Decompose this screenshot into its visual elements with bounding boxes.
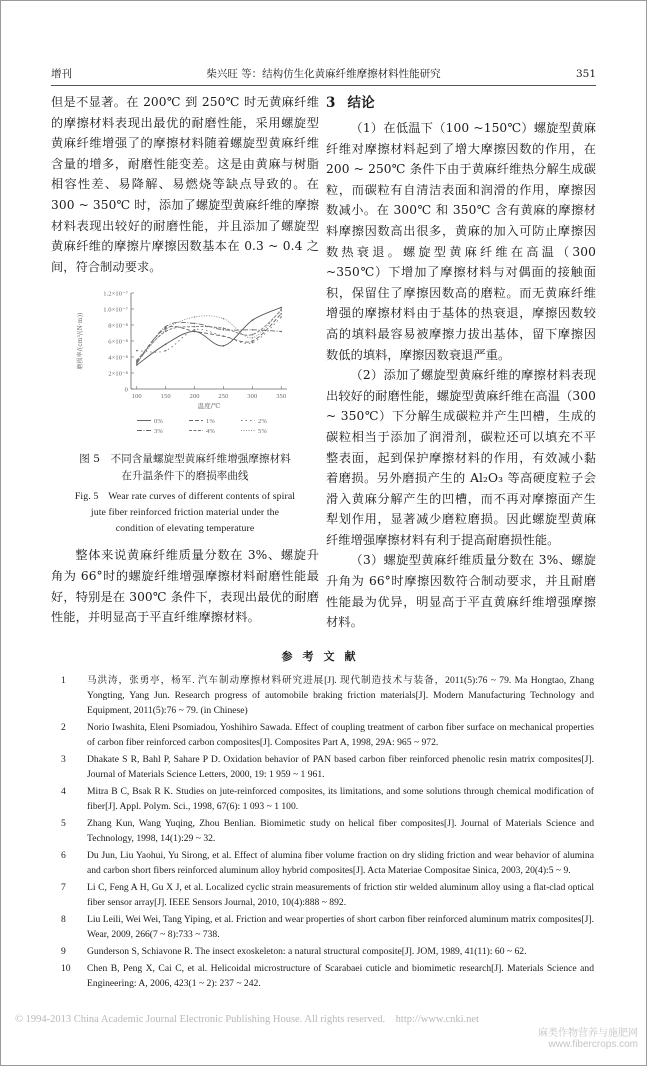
y-tick-label: 2×10⁻⁸ bbox=[108, 370, 128, 378]
data-point bbox=[136, 362, 138, 364]
legend-label: 1% bbox=[206, 418, 215, 426]
reference-item bbox=[61, 848, 594, 878]
data-point bbox=[252, 334, 254, 336]
footer-area bbox=[15, 1013, 638, 1050]
data-point bbox=[194, 331, 196, 333]
left-column bbox=[51, 92, 319, 633]
reference-number: 2 bbox=[61, 721, 66, 733]
data-point bbox=[165, 329, 167, 331]
data-point bbox=[223, 345, 225, 347]
reference-item bbox=[61, 944, 594, 959]
reference-text: Chen B, Peng X, Cai C, et al. Helicoidal microstructure of Scarabaei cuticle and biomimetic research[J]. Materials Science and Engineering: A, 2006, 423(1 ~ 2): 237 ~ 242. bbox=[87, 962, 594, 989]
reference-number: 8 bbox=[61, 913, 66, 925]
data-point bbox=[194, 329, 196, 331]
references-list bbox=[51, 673, 596, 991]
reference-text: Mitra B C, Bsak R K. Studies on jute-reinforced composites, its limitations, and some solutions through chemical modification of fiber[J]. Appl. Polym. Sci., 1998, 67(6): 1 093 ~ 1 100. bbox=[87, 785, 594, 812]
data-point bbox=[194, 323, 196, 325]
data-point bbox=[280, 309, 282, 311]
reference-text: Dhakate S R, Bahl P, Sahare P D. Oxidation behavior of PAN based carbon fiber reinforced phenolic resin matrix composites[J]. Journal of Materials Science Letters, 2000, 19: 1 959 ~ 1 961. bbox=[87, 753, 594, 780]
reference-item bbox=[61, 673, 594, 718]
data-point bbox=[223, 318, 225, 320]
data-point bbox=[252, 329, 254, 331]
data-point bbox=[223, 328, 225, 330]
y-tick-label: 4×10⁻⁸ bbox=[108, 354, 128, 362]
figure-caption-en bbox=[51, 489, 319, 537]
legend-label: 2% bbox=[258, 418, 267, 426]
data-point bbox=[252, 320, 254, 322]
caption-en-line: condition of elevating temperature bbox=[115, 523, 255, 535]
data-point bbox=[280, 313, 282, 315]
header-issue: 增刊 bbox=[51, 68, 72, 80]
header-title: 柴兴旺 等：结构仿生化黄麻纤维摩擦材料性能研究 bbox=[206, 68, 441, 80]
data-point bbox=[280, 317, 282, 319]
x-tick-label: 300 bbox=[247, 393, 258, 401]
data-point bbox=[280, 331, 282, 333]
data-point bbox=[280, 307, 282, 309]
data-point bbox=[252, 341, 254, 343]
x-tick-label: 200 bbox=[189, 393, 200, 401]
watermark-line: www.fibercrops.com bbox=[548, 1038, 638, 1050]
legend-label: 4% bbox=[206, 428, 215, 436]
y-tick-label: 0 bbox=[124, 386, 128, 394]
two-column-body bbox=[51, 92, 596, 633]
data-point bbox=[194, 326, 196, 328]
reference-number: 1 bbox=[61, 674, 66, 686]
data-point bbox=[136, 360, 138, 362]
reference-text: 马洪涛，张勇亭，杨军. 汽车制动摩擦材料研究进展[J]. 现代制造技术与装备，2011(5):76 ~ 79. Ma Hongtao, Zhang Yongting, Yang Jun. Research progress of automobile braking friction materials[J]. Modern Manufacturing Technology and Equipment, 2011(5):76 ~ 79. (in Chinese) bbox=[87, 674, 594, 716]
caption-en-line: Fig. 5 Wear rate curves of different contents of spiral bbox=[74, 491, 296, 503]
y-axis-label: 磨损率/(cm³/(N·m)) bbox=[77, 312, 84, 370]
data-point bbox=[165, 326, 167, 328]
section-number: 3 bbox=[326, 95, 336, 111]
data-point bbox=[252, 342, 254, 344]
conclusion-item-3: （3）螺旋型黄麻纤维质量分数在 3%、螺旋升角为 66°时摩擦因数符合制动要求，并且耐磨性能最为优异，明显高于平直黄麻纤维增强摩擦材料。 bbox=[326, 553, 596, 630]
data-point bbox=[223, 336, 225, 338]
reference-text: Du Jun, Liu Yaohui, Yu Sirong, et al. Effect of alumina fiber volume fraction on dry sliding friction and wear behavior of alumina and carbon short fibers reinforced aluminum alloy hybrid composites[J]. Acta Materiae Compositae Sinica, 2003, 20(4):5 ~ 9. bbox=[87, 849, 594, 876]
reference-number: 4 bbox=[61, 785, 66, 797]
watermark bbox=[538, 1028, 638, 1050]
series-line-4pct bbox=[137, 311, 281, 361]
running-header bbox=[51, 67, 596, 86]
caption-en-line: jute fiber reinforced friction material under the bbox=[90, 507, 280, 519]
reference-item bbox=[61, 880, 594, 910]
legend-label: 5% bbox=[258, 428, 267, 436]
y-tick-label: 1.0×10⁻⁷ bbox=[103, 306, 128, 314]
wear-rate-chart bbox=[75, 285, 295, 449]
conclusion-item-1: （1）在低温下（100 ~150℃）螺旋型黄麻纤维对摩擦材料起到了增大摩擦因数的作用，在 200 ~ 250℃ 条件下由于黄麻纤维热分解生成碳粒，而碳粒有自清洁表面和润滑的作用，摩擦因数减小。在 300℃ 和 350℃ 含有黄麻的摩擦材料摩擦因数高出很多，黄麻的加入可防止摩擦因数热衰退。螺旋型黄麻纤维在高温（300 ~350℃）下增加了摩擦材料与对偶面的接触面积，保留住了摩擦因数高的磨粒。而无黄麻纤维增强的摩擦材料由于基体的热衰退，摩擦因数较高的填料最容易被摩擦力拔出基体，留下摩擦因数低的填料，摩擦因数衰退严重。 bbox=[326, 121, 596, 362]
x-tick-label: 100 bbox=[131, 393, 142, 401]
y-tick-label: 1.2×10⁻⁷ bbox=[103, 290, 128, 298]
data-point bbox=[165, 344, 167, 346]
data-point bbox=[136, 365, 138, 367]
series-line-3pct bbox=[137, 323, 281, 364]
right-column-conclusions bbox=[326, 92, 596, 633]
conclusion-item-2: （2）添加了螺旋型黄麻纤维的摩擦材料表现出较好的耐磨性能，螺旋型黄麻纤维在高温（300 ~ 350℃）下分解生成碳粒并产生凹槽，生成的碳粒相当于添加了润滑剂，碳粒还可以填充不平整表面，起到保护摩擦材料的作用，有效减小黏着磨损。另外磨损产生的 Al₂O₃ 等高硬度粒子会滑入黄麻分解产生的凹槽，而不再对摩擦面产生犁划作用，显著减少磨粒磨损。因此螺旋型黄麻纤维增强摩擦材料有利于提高耐磨损性能。 bbox=[326, 368, 596, 547]
reference-item bbox=[61, 816, 594, 846]
data-point bbox=[223, 329, 225, 331]
reference-number: 3 bbox=[61, 753, 66, 765]
y-tick-label: 6×10⁻⁸ bbox=[108, 338, 128, 346]
section-heading bbox=[326, 92, 596, 114]
reference-text: Zhang Kun, Wang Yuqing, Zhou Benlian. Biomimetic study on helical fiber composites[J]. Journal of Materials Science and Technology, 1998, 14(1):29 ~ 32. bbox=[87, 817, 594, 844]
series-line-5pct bbox=[137, 309, 281, 363]
series-line-2pct bbox=[137, 317, 281, 352]
reference-number: 5 bbox=[61, 817, 66, 829]
x-tick-label: 350 bbox=[276, 393, 287, 401]
y-tick-label: 8×10⁻⁸ bbox=[108, 322, 128, 330]
reference-item bbox=[61, 784, 594, 814]
copyright-footer: © 1994-2013 China Academic Journal Electronic Publishing House. All rights reserved. http://www.cnki.net bbox=[15, 1013, 479, 1025]
reference-number: 10 bbox=[61, 962, 71, 974]
series-line-1pct bbox=[137, 314, 281, 362]
reference-text: Gunderson S, Schiavone R. The insect exoskeleton: a natural structural composite[J]. JOM, 1989, 41(11): 60 ~ 62. bbox=[87, 945, 527, 957]
x-axis-label: 温度/℃ bbox=[197, 402, 221, 411]
data-point bbox=[165, 331, 167, 333]
legend-label: 3% bbox=[154, 428, 163, 436]
data-point bbox=[165, 350, 167, 352]
x-tick-label: 250 bbox=[218, 393, 229, 401]
figure-caption-zh bbox=[51, 451, 319, 485]
reference-item bbox=[61, 752, 594, 782]
section-title: 结论 bbox=[347, 95, 375, 111]
data-point bbox=[165, 328, 167, 330]
reference-item bbox=[61, 912, 594, 942]
paragraph: 但是不显著。在 200℃ 到 250℃ 时无黄麻纤维的摩擦材料表现出最优的耐磨性能，采用螺旋型黄麻纤维增强了的摩擦材料随着螺旋型黄麻纤维含量的增多，耐磨性能变差。这是由黄麻与树脂相容性差、易降解、易燃烧等缺点导致的。在 300 ~ 350℃ 时，添加了螺旋型黄麻纤维的摩擦材料表现出较好的耐磨性能，并且添加了螺旋型黄麻纤维的摩擦片摩擦因数基本在 0.3 ~ 0.4 之间，符合制动要求。 bbox=[51, 95, 319, 274]
data-point bbox=[136, 350, 138, 352]
watermark-line: 麻类作物营养与施肥网 bbox=[538, 1027, 638, 1039]
references-heading: 参考文献 bbox=[281, 649, 366, 663]
caption-zh-line: 在升温条件下的磨损率曲线 bbox=[121, 470, 249, 483]
reference-number: 6 bbox=[61, 849, 66, 861]
data-point bbox=[252, 337, 254, 339]
reference-number: 9 bbox=[61, 945, 66, 957]
reference-text: Norio Iwashita, Eleni Psomiadou, Yoshihiro Sawada. Effect of coupling treatment of carbon fiber surface on mechanical properties of carbon fiber reinforced carbon composites[J]. Composites Part A, 1998, 29A: 965 ~ 972. bbox=[87, 721, 594, 748]
reference-item bbox=[61, 720, 594, 750]
data-point bbox=[194, 317, 196, 319]
legend-label: 0% bbox=[154, 418, 163, 426]
page-number: 351 bbox=[575, 68, 596, 80]
reference-text: Li C, Feng A H, Gu X J, et al. Localized cyclic strain measurements of friction stir welded aluminum alloy using a flat-clad optical fiber sensor array[J]. IEEE Sensors Journal, 2010, 10(4):888 ~ 892. bbox=[87, 881, 594, 908]
summary-paragraph: 整体来说黄麻纤维质量分数在 3%、螺旋升角为 66°时的螺旋纤维增强摩擦材料耐磨性能最好，特别是在 300℃ 条件下，表现出最优的耐磨性能，并明显高于平直纤维摩擦材料。 bbox=[51, 548, 319, 625]
caption-zh-line: 图 5 不同含量螺旋型黄麻纤维增强摩擦材料 bbox=[79, 453, 291, 466]
reference-item bbox=[61, 961, 594, 991]
reference-number: 7 bbox=[61, 881, 66, 893]
reference-text: Liu Leili, Wei Wei, Tang Yiping, et al. Friction and wear properties of short carbon fiber reinforced aluminum matrix composites[J]. Wear, 2009, 266(7 ~ 8):733 ~ 738. bbox=[87, 913, 594, 940]
x-tick-label: 150 bbox=[160, 393, 171, 401]
